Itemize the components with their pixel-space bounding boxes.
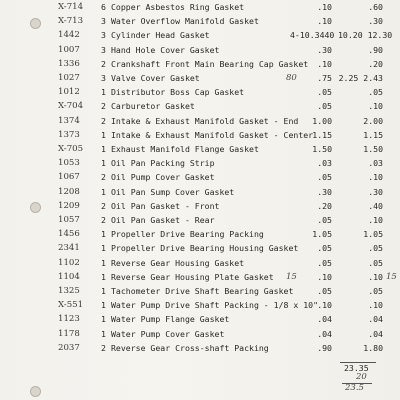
unit-price: .10: [317, 58, 332, 69]
part-description: Distributor Boss Cap Gasket: [111, 87, 245, 98]
quantity: 1: [101, 286, 106, 296]
quantity: 1: [101, 229, 106, 240]
line-total: 1.15: [363, 129, 383, 140]
part-description: Water Overflow Manifold Gasket: [111, 16, 259, 27]
part-number: X-714: [58, 2, 84, 12]
list-item: [0, 142, 400, 156]
quantity: 3: [101, 73, 106, 83]
part-number: 1325: [58, 286, 80, 296]
part-description: Exhaust Manifold Flange Gasket: [111, 144, 259, 154]
unit-price: .75: [317, 73, 332, 83]
quantity: 1: [101, 144, 106, 154]
quantity: 1: [101, 243, 106, 254]
unit-price: .05: [317, 101, 332, 112]
quantity: 2: [101, 342, 106, 353]
quantity: 3: [101, 16, 106, 27]
part-description: Propeller Drive Bearing Packing: [111, 229, 264, 240]
unit-price: 1.15: [312, 129, 332, 140]
part-number: 1012: [58, 87, 80, 98]
list-item: [0, 227, 400, 241]
line-total: .10: [368, 215, 383, 225]
subtotal: 23.35: [344, 363, 369, 373]
handwritten-addition: 20: [356, 372, 367, 382]
part-description: Cylinder Head Gasket: [111, 30, 210, 41]
unit-price: .30: [317, 44, 332, 55]
part-number: 1123: [58, 314, 80, 325]
line-total: 1.50: [363, 144, 383, 154]
part-number: 2341: [58, 243, 80, 254]
handwritten-total: 23.5: [345, 383, 364, 393]
handwritten-note: 15: [286, 271, 297, 282]
quantity: 2: [101, 101, 106, 112]
line-total: 2.25 2.43: [338, 73, 383, 83]
quantity: 3: [101, 30, 106, 41]
unit-price: .04: [317, 314, 332, 325]
part-number: X-704: [58, 101, 84, 112]
part-number: 1102: [58, 257, 80, 268]
part-description: Hand Hole Cover Gasket: [111, 44, 220, 55]
unit-price: .90: [317, 342, 332, 353]
unit-price: .05: [317, 257, 332, 268]
unit-price: .03: [317, 158, 332, 169]
part-description: Oil Pump Cover Gasket: [111, 172, 215, 183]
line-total: .05: [368, 243, 383, 254]
part-number: 1373: [58, 129, 80, 140]
line-total: .04: [368, 314, 383, 325]
unit-price: .05: [317, 243, 332, 254]
unit-price: .20: [317, 200, 332, 211]
line-total: .05: [368, 257, 383, 268]
list-item: [0, 28, 400, 42]
unit-price: .05: [317, 87, 332, 98]
list-item: [0, 128, 400, 142]
line-total: .05: [368, 87, 383, 98]
part-description: Crankshaft Front Main Bearing Cap Gasket: [111, 58, 309, 69]
part-number: 1209: [58, 200, 80, 211]
part-number: 1178: [58, 328, 80, 339]
list-item: [0, 312, 400, 326]
handwritten-note: 80: [286, 73, 297, 83]
part-description: Oil Pan Gasket - Rear: [111, 215, 215, 225]
part-number: 1027: [58, 73, 80, 83]
line-total: .10: [368, 300, 383, 311]
unit-price: .05: [317, 215, 332, 225]
list-item: [0, 85, 400, 99]
line-total: .20: [368, 58, 383, 69]
part-description: Reverse Gear Cross-shaft Packing: [111, 342, 269, 353]
line-total: 2.00: [363, 115, 383, 126]
part-number: 1336: [58, 58, 80, 69]
line-total: .60: [368, 2, 383, 12]
list-item: [0, 99, 400, 113]
part-number: 1053: [58, 158, 80, 169]
part-number: 1456: [58, 229, 80, 240]
part-description: Carburetor Gasket: [111, 101, 195, 112]
part-description: Oil Pan Packing Strip: [111, 158, 215, 169]
part-description: Copper Asbestos Ring Gasket: [111, 2, 245, 12]
quantity: 1: [101, 186, 106, 197]
list-item: [0, 298, 400, 312]
list-item: [0, 170, 400, 184]
quantity: 2: [101, 200, 106, 211]
line-total: .03: [368, 158, 383, 169]
unit-price: .30: [317, 186, 332, 197]
part-number: 1374: [58, 115, 80, 126]
line-total: 1.80: [363, 342, 383, 353]
line-total: 10.20 12.30: [338, 30, 393, 41]
list-item: [0, 213, 400, 227]
punch-hole: [30, 386, 41, 397]
quantity: 1: [101, 314, 106, 325]
handwritten-note: 15: [386, 271, 397, 282]
list-item: [0, 14, 400, 28]
line-total: .30: [368, 186, 383, 197]
list-item: [0, 185, 400, 199]
unit-price: .10: [317, 300, 332, 311]
line-total: .04: [368, 328, 383, 339]
part-description: Tachometer Drive Shaft Bearing Gasket: [111, 286, 294, 296]
list-item: [0, 284, 400, 298]
list-item: [0, 199, 400, 213]
part-description: Intake & Exhaust Manifold Gasket - End: [111, 115, 299, 126]
quantity: 1: [101, 271, 106, 282]
unit-price: 1.50: [312, 144, 332, 154]
part-description: Oil Pan Gasket - Front: [111, 200, 220, 211]
quantity: 2: [101, 172, 106, 183]
part-number: 2037: [58, 342, 80, 353]
line-total: .05: [368, 286, 383, 296]
part-description: Water Pump Flange Gasket: [111, 314, 230, 325]
quantity: 1: [101, 87, 106, 98]
list-item: [0, 156, 400, 170]
quantity: 2: [101, 58, 106, 69]
list-item: [0, 43, 400, 57]
unit-price: .04: [317, 328, 332, 339]
list-item: [0, 114, 400, 128]
line-total: .10: [368, 271, 383, 282]
part-description: Intake & Exhaust Manifold Gasket - Center: [111, 129, 314, 140]
line-total: .30: [368, 16, 383, 27]
part-number: X-551: [58, 300, 84, 311]
list-item: [0, 256, 400, 270]
unit-price: .10: [317, 16, 332, 27]
unit-price: 4-10.3440: [290, 30, 335, 41]
list-item: [0, 270, 400, 284]
list-item: [0, 327, 400, 341]
list-item: [0, 0, 400, 14]
list-item: [0, 341, 400, 355]
line-total: .90: [368, 44, 383, 55]
unit-price: 1.05: [312, 229, 332, 240]
line-total: .10: [368, 172, 383, 183]
part-description: Water Pump Drive Shaft Packing - 1/8 x 10": [111, 300, 319, 311]
part-number: 1007: [58, 44, 80, 55]
quantity: 1: [101, 328, 106, 339]
unit-price: .05: [317, 172, 332, 183]
unit-price: 1.00: [312, 115, 332, 126]
part-description: Oil Pan Sump Cover Gasket: [111, 186, 235, 197]
part-number: 1208: [58, 186, 80, 197]
quantity: 1: [101, 158, 106, 169]
line-total: .40: [368, 200, 383, 211]
quantity: 1: [101, 257, 106, 268]
quantity: 1: [101, 300, 106, 311]
list-item: [0, 57, 400, 71]
quantity: 2: [101, 115, 106, 126]
unit-price: .10: [317, 271, 332, 282]
part-number: 1067: [58, 172, 80, 183]
quantity: 1: [101, 129, 106, 140]
part-number: X-713: [58, 16, 84, 27]
part-description: Valve Cover Gasket: [111, 73, 200, 83]
part-description: Reverse Gear Housing Gasket: [111, 257, 245, 268]
part-description: Water Pump Cover Gasket: [111, 328, 225, 339]
part-number: X-705: [58, 144, 84, 154]
quantity: 2: [101, 215, 106, 225]
part-number: 1104: [58, 271, 80, 282]
quantity: 6: [101, 2, 106, 12]
part-description: Reverse Gear Housing Plate Gasket: [111, 271, 274, 282]
part-number: 1442: [58, 30, 80, 41]
unit-price: .05: [317, 286, 332, 296]
part-number: 1057: [58, 215, 80, 225]
line-total: .10: [368, 101, 383, 112]
quantity: 3: [101, 44, 106, 55]
list-item: [0, 241, 400, 255]
line-total: 1.05: [363, 229, 383, 240]
list-item: [0, 71, 400, 85]
part-description: Propeller Drive Bearing Housing Gasket: [111, 243, 299, 254]
unit-price: .10: [317, 2, 332, 12]
